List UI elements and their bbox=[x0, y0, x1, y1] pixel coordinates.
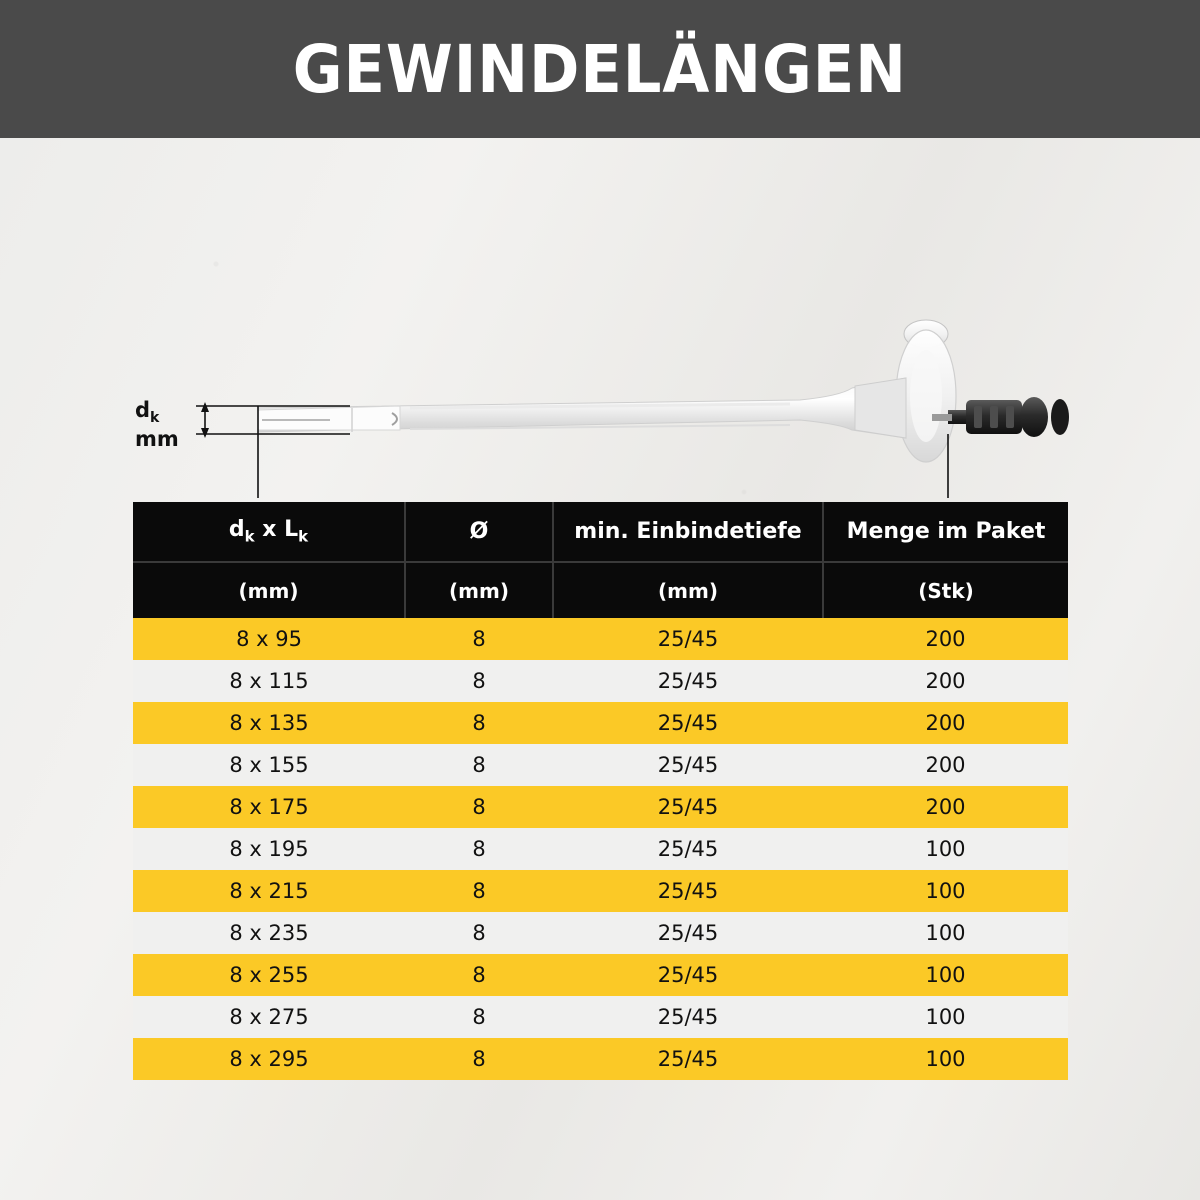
cell-size: 8 x 195 bbox=[133, 828, 405, 870]
cell-depth: 25/45 bbox=[553, 954, 823, 996]
table-units-row bbox=[133, 562, 1068, 618]
cell-size: 8 x 155 bbox=[133, 744, 405, 786]
table-header-row bbox=[133, 502, 1068, 562]
table-head bbox=[133, 502, 1068, 618]
table-row bbox=[133, 1038, 1068, 1080]
cell-diameter: 8 bbox=[405, 1038, 553, 1080]
units-depth: (mm) bbox=[553, 562, 823, 618]
cell-diameter: 8 bbox=[405, 828, 553, 870]
cell-quantity: 200 bbox=[823, 660, 1068, 702]
page-title: GEWINDELÄNGEN bbox=[292, 30, 908, 108]
units-quantity: (Stk) bbox=[823, 562, 1068, 618]
cell-quantity: 100 bbox=[823, 996, 1068, 1038]
cell-depth: 25/45 bbox=[553, 996, 823, 1038]
column-header-size bbox=[133, 502, 405, 562]
cell-quantity: 100 bbox=[823, 828, 1068, 870]
cell-diameter: 8 bbox=[405, 618, 553, 660]
specification-table bbox=[133, 502, 1068, 1080]
cell-depth: 25/45 bbox=[553, 912, 823, 954]
cell-quantity: 200 bbox=[823, 786, 1068, 828]
cell-diameter: 8 bbox=[405, 702, 553, 744]
column-header-diameter: Ø bbox=[405, 502, 553, 562]
cell-diameter: 8 bbox=[405, 912, 553, 954]
cell-diameter: 8 bbox=[405, 870, 553, 912]
cell-depth: 25/45 bbox=[553, 744, 823, 786]
cell-diameter: 8 bbox=[405, 660, 553, 702]
cell-quantity: 200 bbox=[823, 744, 1068, 786]
cell-depth: 25/45 bbox=[553, 618, 823, 660]
table bbox=[133, 502, 1068, 1080]
cell-depth: 25/45 bbox=[553, 702, 823, 744]
cell-depth: 25/45 bbox=[553, 786, 823, 828]
units-size: (mm) bbox=[133, 562, 405, 618]
cell-quantity: 100 bbox=[823, 954, 1068, 996]
table-row bbox=[133, 618, 1068, 660]
cell-quantity: 100 bbox=[823, 1038, 1068, 1080]
table-row bbox=[133, 912, 1068, 954]
cell-size: 8 x 295 bbox=[133, 1038, 405, 1080]
table-row bbox=[133, 870, 1068, 912]
cell-quantity: 100 bbox=[823, 912, 1068, 954]
cell-size: 8 x 135 bbox=[133, 702, 405, 744]
cell-size: 8 x 255 bbox=[133, 954, 405, 996]
cell-size: 8 x 115 bbox=[133, 660, 405, 702]
table-row bbox=[133, 786, 1068, 828]
table-row bbox=[133, 744, 1068, 786]
dk-dimension-label bbox=[135, 400, 179, 450]
table-row bbox=[133, 702, 1068, 744]
column-header-quantity: Menge im Paket bbox=[823, 502, 1068, 562]
cell-size: 8 x 275 bbox=[133, 996, 405, 1038]
cell-size: 8 x 235 bbox=[133, 912, 405, 954]
cell-quantity: 100 bbox=[823, 870, 1068, 912]
column-header-depth: min. Einbindetiefe bbox=[553, 502, 823, 562]
cell-depth: 25/45 bbox=[553, 1038, 823, 1080]
page-header bbox=[0, 0, 1200, 138]
dk-subscript: k bbox=[150, 410, 160, 427]
product-diagram bbox=[0, 138, 1200, 498]
cell-size: 8 x 175 bbox=[133, 786, 405, 828]
table-body bbox=[133, 618, 1068, 1080]
cell-depth: 25/45 bbox=[553, 870, 823, 912]
cell-depth: 25/45 bbox=[553, 660, 823, 702]
cell-depth: 25/45 bbox=[553, 828, 823, 870]
cell-size: 8 x 95 bbox=[133, 618, 405, 660]
dk-symbol: $d_k$ bbox=[135, 398, 160, 427]
units-diameter: (mm) bbox=[405, 562, 553, 618]
cell-diameter: 8 bbox=[405, 996, 553, 1038]
cell-diameter: 8 bbox=[405, 954, 553, 996]
cell-diameter: 8 bbox=[405, 786, 553, 828]
cell-size: 8 x 215 bbox=[133, 870, 405, 912]
table-row bbox=[133, 954, 1068, 996]
cell-quantity: 200 bbox=[823, 702, 1068, 744]
cell-diameter: 8 bbox=[405, 744, 553, 786]
table-row bbox=[133, 828, 1068, 870]
table-row bbox=[133, 660, 1068, 702]
cell-quantity: 200 bbox=[823, 618, 1068, 660]
dk-unit: mm bbox=[135, 427, 179, 452]
anchor-illustration bbox=[0, 138, 1200, 498]
column-header-size-text: $d_k$ x $L_k$ bbox=[228, 517, 309, 546]
table-row bbox=[133, 996, 1068, 1038]
